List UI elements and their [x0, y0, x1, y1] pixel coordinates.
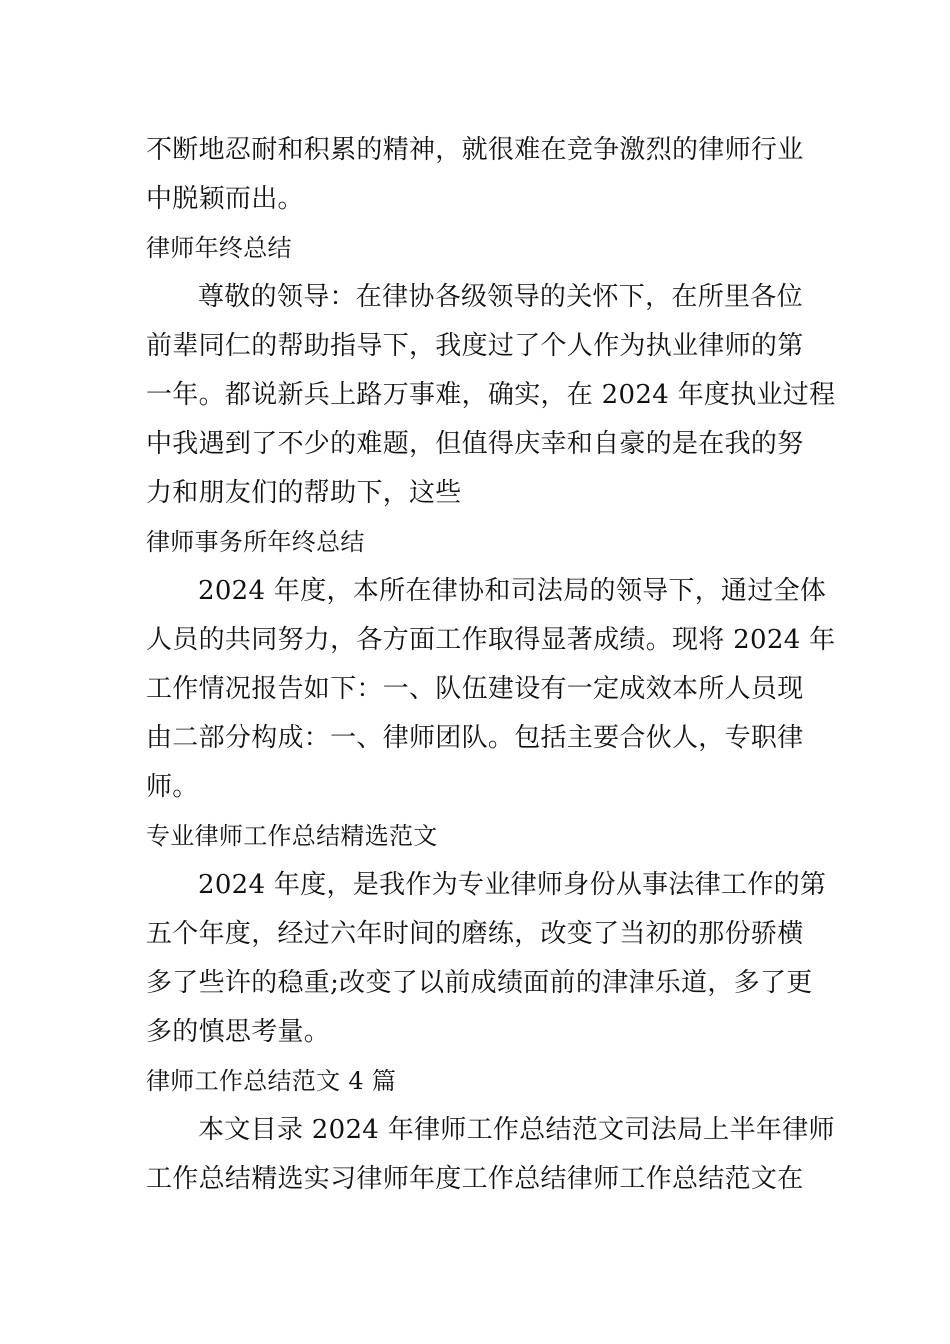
paragraph-line: 师。	[146, 772, 199, 802]
paragraph-line: 前辈同仁的帮助指导下，我度过了个人作为执业律师的第	[146, 331, 804, 361]
paragraph-line: 工作总结精选实习律师年度工作总结律师工作总结范文在	[146, 1164, 804, 1194]
paragraph-line: 本文目录 2024 年律师工作总结范文司法局上半年律师	[198, 1115, 835, 1145]
paragraph-line: 尊敬的领导：在律协各级领导的关怀下，在所里各位	[198, 282, 803, 312]
paragraph-line: 工作情况报告如下：一、队伍建设有一定成效本所人员现	[146, 674, 804, 704]
section-heading: 律师工作总结范文 4 篇	[146, 1067, 397, 1095]
paragraph-line: 多了些许的稳重;改变了以前成绩面前的津津乐道，多了更	[146, 968, 813, 998]
paragraph-line: 由二部分构成：一、律师团队。包括主要合伙人，专职律	[146, 723, 804, 753]
paragraph-line: 一年。都说新兵上路万事难，确实，在 2024 年度执业过程	[146, 380, 836, 410]
section-heading: 律师事务所年终总结	[146, 528, 365, 556]
paragraph-line: 力和朋友们的帮助下，这些	[146, 478, 462, 508]
paragraph-line: 不断地忍耐和积累的精神，就很难在竞争激烈的律师行业	[146, 135, 804, 165]
paragraph-line: 2024 年度，是我作为专业律师身份从事法律工作的第	[198, 870, 827, 900]
paragraph-line: 中脱颖而出。	[146, 184, 304, 214]
document-page	[146, 126, 836, 1204]
paragraph-line: 人员的共同努力，各方面工作取得显著成绩。现将 2024 年	[146, 625, 836, 655]
section-heading: 专业律师工作总结精选范文	[146, 822, 438, 850]
section-heading: 律师年终总结	[146, 234, 292, 262]
paragraph-line: 中我遇到了不少的难题，但值得庆幸和自豪的是在我的努	[146, 429, 804, 459]
paragraph-line: 五个年度，经过六年时间的磨练，改变了当初的那份骄横	[146, 919, 804, 949]
paragraph-line: 多的慎思考量。	[146, 1017, 331, 1047]
paragraph-line: 2024 年度，本所在律协和司法局的领导下，通过全体	[198, 576, 827, 606]
